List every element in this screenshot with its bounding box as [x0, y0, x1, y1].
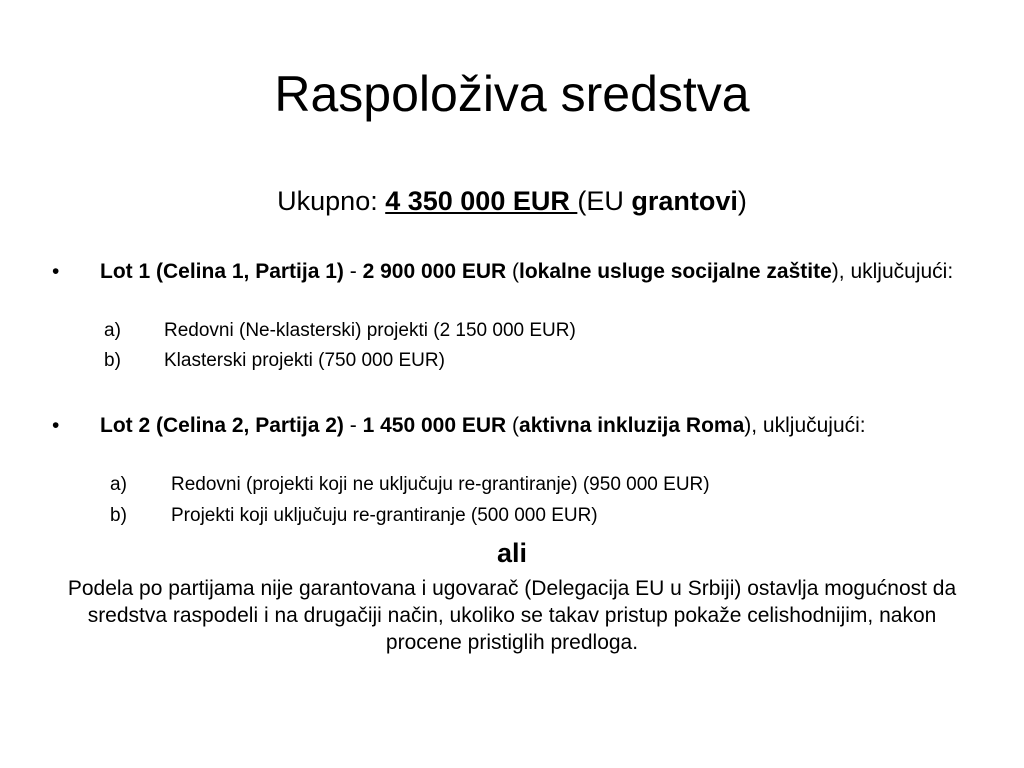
- subitem-marker: a): [104, 320, 121, 341]
- total-funds-line: [0, 184, 1024, 218]
- lot-2-focus: aktivna inkluzija Roma: [519, 414, 745, 437]
- alternative-word: ali: [496, 538, 528, 568]
- lot-1-paren-open: (: [506, 260, 520, 283]
- slide-title: Raspoloživa sredstva: [274, 66, 750, 122]
- total-paren-open: (EU: [577, 186, 632, 216]
- total-label: Ukupno:: [277, 186, 386, 216]
- lot-1-subitem-a: [104, 319, 576, 343]
- distribution-note: Podela po partijama nije garantovana i ugovarač (Delegacija EU u Srbiji) ostavlja mogućnost da sredstva raspodeli i na drugačiji način, ukoliko se takav pristup pokaže celishodnijim, nakon procene pristiglih predloga.: [67, 577, 957, 654]
- bullet-icon: •: [52, 260, 60, 283]
- lot-2-item: [52, 413, 972, 439]
- total-paren-close: ): [737, 186, 747, 216]
- subitem-text: Projekti koji uključuju re-grantiranje (500 000 EUR): [171, 505, 598, 526]
- subitem-text: Redovni (projekti koji ne uključuju re-grantiranje) (950 000 EUR): [171, 474, 710, 495]
- subitem-text: Klasterski projekti (750 000 EUR): [164, 350, 445, 371]
- lot-1-focus: lokalne usluge socijalne zaštite: [519, 260, 832, 283]
- lot-2-amount: 1 450 000 EUR: [362, 414, 507, 437]
- lot-1-tail: ), uključujući:: [831, 260, 954, 283]
- lot-1-subitem-b: [104, 349, 445, 373]
- lot-2-subitem-b: [110, 504, 598, 528]
- grant-word: grantovi: [631, 186, 738, 216]
- subitem-marker: a): [110, 474, 127, 495]
- lot-2-subitem-a: [110, 473, 710, 497]
- subitem-marker: b): [104, 350, 121, 371]
- lot-2-name: Lot 2 (Celina 2, Partija 2): [100, 414, 344, 437]
- total-amount: 4 350 000 EUR: [385, 186, 578, 216]
- lot-1-amount: 2 900 000 EUR: [362, 260, 507, 283]
- lot-2-tail: ), uključujući:: [744, 414, 866, 437]
- subitem-text: Redovni (Ne-klasterski) projekti (2 150 000 EUR): [164, 320, 576, 341]
- lot-1-dash: -: [343, 260, 363, 283]
- bullet-icon: •: [52, 414, 60, 437]
- lot-1-name: Lot 1 (Celina 1, Partija 1): [100, 260, 344, 283]
- lot-2-dash: -: [343, 414, 363, 437]
- lot-2-paren-open: (: [506, 414, 520, 437]
- lot-1-item: [52, 259, 972, 285]
- subitem-marker: b): [110, 505, 127, 526]
